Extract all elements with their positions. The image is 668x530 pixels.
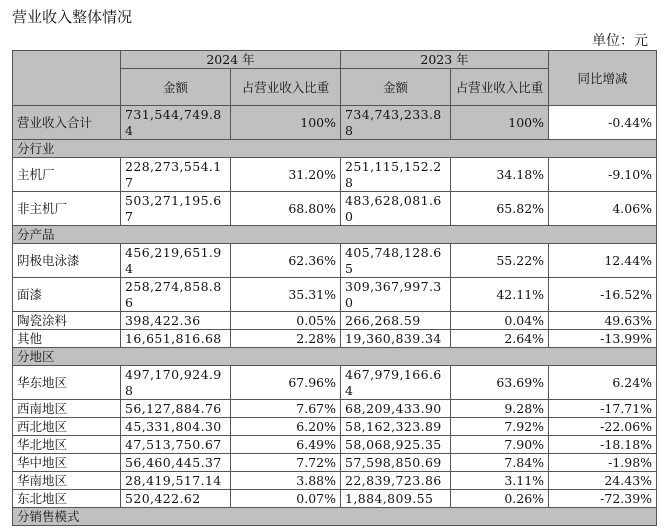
amount-2024: 47,513,750.67	[121, 436, 231, 454]
row-label: 营业收入合计	[13, 106, 121, 140]
yoy-change: 49.63%	[549, 312, 657, 330]
table-row	[13, 192, 657, 226]
yoy-change: -17.71%	[549, 400, 657, 418]
share-2024: 2.28%	[231, 330, 341, 348]
amount-2024: 398,422.36	[121, 312, 231, 330]
share-2023: 0.04%	[451, 312, 549, 330]
amount-2024: 520,422.62	[121, 490, 231, 508]
header-row-years	[13, 51, 657, 69]
share-2023: 0.26%	[451, 490, 549, 508]
share-2023: 100%	[451, 106, 549, 140]
yoy-change: -0.44%	[549, 106, 657, 140]
share-2023: 7.90%	[451, 436, 549, 454]
amount-2024: 45,331,804.30	[121, 418, 231, 436]
amount-2024: 731,544,749.84	[121, 106, 231, 140]
share-2023: 9.28%	[451, 400, 549, 418]
row-label: 西北地区	[13, 418, 121, 436]
amount-2024: 228,273,554.17	[121, 158, 231, 192]
section-label: 分地区	[13, 348, 657, 366]
share-2023: 63.69%	[451, 366, 549, 400]
table-row	[13, 312, 657, 330]
row-label: 其他	[13, 330, 121, 348]
share-2024: 7.72%	[231, 454, 341, 472]
section-row	[13, 348, 657, 366]
yoy-change: 6.24%	[549, 366, 657, 400]
row-label: 华南地区	[13, 472, 121, 490]
share-2023: 7.92%	[451, 418, 549, 436]
row-label: 华中地区	[13, 454, 121, 472]
table-row	[13, 330, 657, 348]
share-2023: 42.11%	[451, 278, 549, 312]
amount-2024: 56,127,884.76	[121, 400, 231, 418]
section-row	[13, 140, 657, 158]
amount-2024: 28,419,517.14	[121, 472, 231, 490]
share-2023: 7.84%	[451, 454, 549, 472]
header-blank	[13, 51, 121, 106]
share-2024: 0.07%	[231, 490, 341, 508]
amount-2023: 58,162,323.89	[341, 418, 451, 436]
share-2024: 62.36%	[231, 244, 341, 278]
share-2024: 67.96%	[231, 366, 341, 400]
share-2024: 0.05%	[231, 312, 341, 330]
amount-2023: 68,209,433.90	[341, 400, 451, 418]
yoy-change: -18.18%	[549, 436, 657, 454]
amount-2023: 309,367,997.30	[341, 278, 451, 312]
table-row	[13, 106, 657, 140]
unit-label: 单位：元	[592, 33, 648, 49]
share-2024: 100%	[231, 106, 341, 140]
amount-2024: 56,460,445.37	[121, 454, 231, 472]
section-label: 分销售模式	[13, 508, 657, 526]
amount-2023: 266,268.59	[341, 312, 451, 330]
section-row	[13, 226, 657, 244]
amount-2024: 503,271,195.67	[121, 192, 231, 226]
amount-2023: 22,839,723.86	[341, 472, 451, 490]
share-2023: 65.82%	[451, 192, 549, 226]
row-label: 面漆	[13, 278, 121, 312]
header-share-2024: 占营业收入比重	[231, 69, 341, 106]
yoy-change: 12.44%	[549, 244, 657, 278]
amount-2023: 19,360,839.34	[341, 330, 451, 348]
table-row	[13, 436, 657, 454]
section-label: 分行业	[13, 140, 657, 158]
header-share-2023: 占营业收入比重	[451, 69, 549, 106]
share-2024: 6.20%	[231, 418, 341, 436]
share-2024: 31.20%	[231, 158, 341, 192]
header-amount-2023: 金额	[341, 69, 451, 106]
row-label: 东北地区	[13, 490, 121, 508]
row-label: 陶瓷涂料	[13, 312, 121, 330]
table-row	[13, 400, 657, 418]
header-year-2023: 2023 年	[341, 51, 549, 69]
yoy-change: 24.43%	[549, 472, 657, 490]
table-row	[13, 454, 657, 472]
yoy-change: -22.06%	[549, 418, 657, 436]
table-row	[13, 490, 657, 508]
yoy-change: -1.98%	[549, 454, 657, 472]
header-year-2024: 2024 年	[121, 51, 341, 69]
amount-2023: 467,979,166.64	[341, 366, 451, 400]
table-row	[13, 472, 657, 490]
share-2024: 68.80%	[231, 192, 341, 226]
share-2023: 2.64%	[451, 330, 549, 348]
amount-2024: 258,274,858.86	[121, 278, 231, 312]
amount-2024: 497,170,924.98	[121, 366, 231, 400]
row-label: 华东地区	[13, 366, 121, 400]
row-label: 主机厂	[13, 158, 121, 192]
amount-2023: 58,068,925.35	[341, 436, 451, 454]
row-label: 阴极电泳漆	[13, 244, 121, 278]
table-row	[13, 418, 657, 436]
yoy-change: 4.06%	[549, 192, 657, 226]
share-2023: 34.18%	[451, 158, 549, 192]
share-2023: 3.11%	[451, 472, 549, 490]
section-label: 分产品	[13, 226, 657, 244]
revenue-table	[12, 50, 657, 526]
header-amount-2024: 金额	[121, 69, 231, 106]
amount-2024: 16,651,816.68	[121, 330, 231, 348]
table-row	[13, 278, 657, 312]
share-2024: 3.88%	[231, 472, 341, 490]
amount-2023: 57,598,850.69	[341, 454, 451, 472]
row-label: 西南地区	[13, 400, 121, 418]
amount-2023: 734,743,233.88	[341, 106, 451, 140]
page-title: 营业收入整体情况	[12, 8, 133, 26]
share-2024: 7.67%	[231, 400, 341, 418]
table-row	[13, 366, 657, 400]
row-label: 非主机厂	[13, 192, 121, 226]
header-yoy: 同比增减	[549, 51, 657, 106]
share-2024: 35.31%	[231, 278, 341, 312]
yoy-change: -13.99%	[549, 330, 657, 348]
table-body	[13, 106, 657, 526]
section-row	[13, 508, 657, 526]
yoy-change: -9.10%	[549, 158, 657, 192]
amount-2023: 405,748,128.65	[341, 244, 451, 278]
amount-2023: 1,884,809.55	[341, 490, 451, 508]
row-label: 华北地区	[13, 436, 121, 454]
share-2024: 6.49%	[231, 436, 341, 454]
amount-2024: 456,219,651.94	[121, 244, 231, 278]
amount-2023: 251,115,152.28	[341, 158, 451, 192]
table-row	[13, 244, 657, 278]
table-row	[13, 158, 657, 192]
yoy-change: -72.39%	[549, 490, 657, 508]
amount-2023: 483,628,081.60	[341, 192, 451, 226]
share-2023: 55.22%	[451, 244, 549, 278]
yoy-change: -16.52%	[549, 278, 657, 312]
